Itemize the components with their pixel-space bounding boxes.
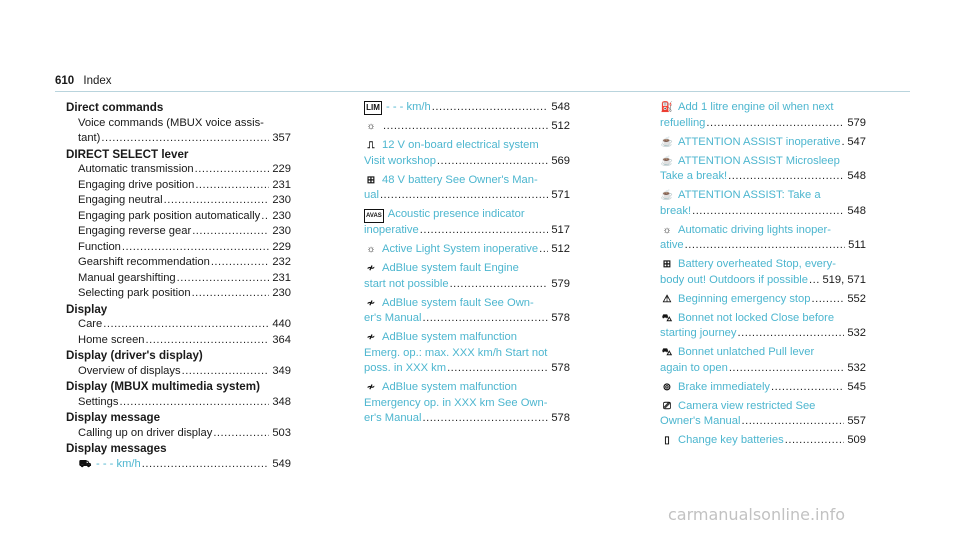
leader-dots — [785, 433, 845, 449]
index-entry — [68, 395, 291, 411]
index-entry — [68, 178, 291, 194]
index-column-3 — [660, 100, 866, 452]
page-ref: 364 — [272, 333, 291, 346]
adblue-icon: ≁ — [366, 297, 376, 309]
light-icon: ☼ — [366, 121, 376, 132]
auto-light-icon: ☼ — [662, 224, 672, 236]
page-ref: 579 — [847, 116, 866, 129]
index-entry-line — [660, 292, 866, 308]
index-entry-text[interactable]: ATTENTION ASSIST inoperative — [678, 135, 841, 148]
index-entry-text[interactable]: er's Manual — [364, 312, 422, 324]
index-entry-text[interactable]: Beginning emergency stop — [678, 292, 811, 305]
index-entry-text[interactable]: AdBlue system fault Engine — [382, 262, 519, 274]
index-entry-line — [364, 261, 570, 277]
light-icon: ☼ — [366, 244, 376, 255]
leader-dots — [164, 193, 270, 209]
leader-dots — [447, 361, 548, 377]
index-entry-text[interactable]: Emergency op. in XXX km See Own- — [364, 396, 548, 409]
leader-dots — [122, 240, 269, 256]
leader-dots — [432, 100, 549, 116]
index-entry — [68, 116, 291, 147]
adblue-icon: ≁ — [366, 382, 376, 393]
index-entry-line — [78, 286, 291, 302]
index-entry-line — [660, 169, 866, 185]
index-entry-line — [660, 399, 866, 415]
index-entry-line — [660, 433, 866, 449]
index-entry-text[interactable]: ATTENTION ASSIST Microsleep — [678, 154, 840, 167]
page-ref: 548 — [551, 101, 570, 113]
bonnet-icon: ⛍ — [661, 312, 673, 324]
page-ref: 511 — [848, 239, 866, 251]
index-entry-text[interactable]: Camera view restricted See — [678, 399, 816, 412]
index-entry-text[interactable]: again to open — [660, 361, 728, 374]
camera-icon: ⎚ — [663, 400, 671, 412]
leader-dots — [437, 154, 548, 170]
coffee-icon: ☕ — [660, 136, 674, 148]
index-entry-line — [364, 154, 570, 170]
page-number: 610 — [55, 75, 75, 87]
index-entry-text: Voice commands (MBUX voice assis- — [78, 116, 264, 129]
index-entry-line — [364, 411, 570, 427]
index-entry-text: Engaging park position automatically — [78, 209, 261, 222]
leader-dots — [741, 414, 844, 430]
index-entry — [364, 138, 570, 169]
bonnet-icon: ⛍ — [661, 347, 673, 358]
leader-dots — [119, 395, 269, 411]
index-column-1 — [68, 100, 291, 472]
distronic-icon: ⛟ — [78, 458, 92, 470]
index-entry-line — [660, 311, 866, 327]
index-entry — [68, 333, 291, 349]
page-ref: 557 — [847, 415, 866, 427]
leader-dots — [729, 361, 845, 377]
index-entry — [364, 261, 570, 292]
index-entry — [364, 296, 570, 327]
page-ref: 232 — [272, 256, 291, 268]
index-entry-text[interactable]: 12 V on-board electrical system — [382, 139, 539, 151]
page-ref: 547 — [847, 135, 866, 148]
index-entry-text[interactable]: Emerg. op.: max. XXX km/h Start not — [364, 346, 548, 359]
index-entry-line — [78, 395, 291, 411]
index-entry-text[interactable]: - - - km/h — [96, 457, 141, 470]
index-entry-text: Gearshift recommendation — [78, 256, 210, 268]
leader-dots — [103, 317, 269, 333]
index-entry — [364, 100, 570, 116]
page-header — [55, 75, 112, 87]
index-entry — [660, 292, 866, 308]
leader-dots — [211, 255, 270, 271]
page-ref: 231 — [272, 178, 291, 191]
page-ref: 545 — [847, 380, 866, 393]
index-entry-line — [364, 207, 570, 223]
page-ref: 548 — [847, 170, 866, 182]
index-entry-text[interactable]: Owner's Manual — [660, 415, 741, 427]
page-ref: 548 — [847, 204, 866, 217]
index-entry-line — [364, 188, 570, 204]
index-entry — [660, 345, 866, 376]
index-entry-text: Settings — [78, 395, 119, 408]
index-entry — [68, 240, 291, 256]
index-entry-text[interactable]: Active Light System inoperative — [382, 243, 539, 255]
emergency-stop-icon: ⚠ — [662, 293, 672, 305]
page-ref: 519, 571 — [822, 273, 866, 286]
index-entry-line — [660, 154, 866, 170]
index-entry — [364, 242, 570, 258]
index-entry — [364, 330, 570, 377]
index-entry-line — [660, 257, 866, 273]
key-icon: ▯ — [664, 435, 670, 446]
page-ref: 503 — [272, 426, 291, 439]
index-entry-line — [660, 116, 866, 132]
oil-can-icon: ⛽ — [660, 102, 674, 113]
index-entry-text[interactable]: body out! Outdoors if possible — [660, 273, 809, 286]
page-ref: 549 — [272, 457, 291, 470]
leader-dots — [192, 224, 269, 240]
index-entry-text[interactable]: ual — [364, 189, 379, 201]
index-entry-text[interactable]: inoperative — [364, 224, 419, 236]
index-entry-line — [78, 209, 291, 225]
leader-dots — [539, 242, 548, 258]
index-heading: Display (driver's display) — [66, 349, 203, 362]
page-ref: 512 — [551, 243, 570, 255]
index-entry-line — [78, 333, 291, 349]
index-entry-text[interactable]: - - - km/h — [386, 101, 431, 113]
index-entry-line — [78, 457, 291, 473]
leader-dots — [728, 169, 844, 185]
index-entry — [68, 426, 291, 442]
page-ref: 578 — [551, 362, 570, 374]
leader-dots — [685, 238, 846, 254]
page-ref: 512 — [551, 120, 570, 132]
index-entry-line — [364, 119, 570, 135]
index-entry-line — [660, 273, 866, 289]
index-entry — [660, 100, 866, 131]
index-entry-text[interactable]: Brake immediately — [678, 380, 771, 393]
index-heading: Direct commands — [66, 101, 164, 114]
index-entry-text[interactable]: Change key batteries — [678, 434, 784, 446]
page-ref: 509 — [847, 434, 866, 446]
page-ref: 230 — [272, 194, 291, 206]
page-ref: 571 — [551, 189, 570, 201]
page-ref: 440 — [272, 318, 291, 330]
index-entry-line — [660, 345, 866, 361]
index-entry-text[interactable]: er's Manual — [364, 412, 422, 424]
index-entry-line — [78, 193, 291, 209]
leader-dots — [146, 333, 270, 349]
index-entry — [68, 271, 291, 287]
leader-dots — [380, 188, 548, 204]
index-entry-text[interactable]: AdBlue system malfunction — [382, 381, 517, 393]
index-entry-line — [364, 330, 570, 346]
index-entry — [660, 311, 866, 342]
adblue-icon: ≁ — [366, 332, 376, 343]
index-entry-line — [364, 311, 570, 327]
page-ref: 578 — [551, 412, 570, 424]
leader-dots — [213, 426, 269, 442]
leader-dots — [771, 380, 844, 396]
index-entry-text[interactable]: Take a break! — [660, 170, 728, 182]
index-entry-text[interactable]: refuelling — [660, 116, 706, 129]
index-entry-line — [364, 361, 570, 377]
brake-icon: ⊚ — [662, 381, 672, 393]
page-ref: 231 — [272, 271, 291, 284]
page-ref: 579 — [551, 277, 570, 290]
index-entry-text[interactable]: Acoustic presence indicator — [387, 208, 525, 220]
page-ref: 349 — [272, 364, 291, 377]
index-entry — [68, 224, 291, 240]
index-entry-line — [78, 317, 291, 333]
index-entry — [660, 380, 866, 396]
index-entry-line — [78, 271, 291, 287]
index-entry — [68, 457, 291, 473]
page-ref: 357 — [272, 132, 291, 144]
coffee-icon: ☕ — [660, 190, 674, 201]
index-entry-line — [78, 178, 291, 194]
index-entry-text: Home screen — [78, 333, 145, 346]
index-entry-text[interactable]: poss. in XXX km — [364, 362, 447, 374]
index-entry-text[interactable]: break! — [660, 204, 692, 217]
index-entry-line — [78, 240, 291, 256]
index-entry — [364, 119, 570, 135]
page-ref: 578 — [551, 312, 570, 324]
index-entry-line — [660, 188, 866, 204]
leader-dots — [422, 311, 548, 327]
leader-dots — [450, 277, 549, 293]
index-entry-text: Calling up on driver display — [78, 426, 213, 439]
index-entry-line — [660, 380, 866, 396]
index-entry-line — [660, 204, 866, 220]
index-entry-text[interactable]: AdBlue system fault See Own- — [382, 296, 534, 309]
index-entry-text[interactable]: start not possible — [364, 277, 449, 290]
index-entry-line — [660, 326, 866, 342]
index-entry-text: Engaging neutral — [78, 194, 163, 206]
leader-dots — [383, 119, 548, 135]
index-entry-line — [364, 173, 570, 189]
leader-dots — [809, 273, 819, 289]
index-entry-line — [364, 100, 570, 116]
index-entry — [660, 135, 866, 151]
index-heading: Display message — [66, 411, 161, 424]
index-entry — [364, 173, 570, 204]
index-entry-text: tant) — [78, 132, 101, 144]
index-entry — [68, 255, 291, 271]
acoustic-icon: AVAS — [364, 209, 384, 223]
leader-dots — [261, 209, 269, 225]
leader-dots — [182, 364, 270, 380]
index-entry-line — [364, 346, 570, 362]
leader-dots — [177, 271, 270, 287]
page-ref: 230 — [272, 287, 291, 299]
index-entry-text[interactable]: Automatic driving lights inoper- — [678, 223, 831, 236]
index-entry-text[interactable]: Bonnet unlatched Pull lever — [678, 346, 815, 358]
index-entry-text[interactable]: ATTENTION ASSIST: Take a — [678, 189, 821, 201]
page-ref: 230 — [272, 209, 291, 222]
leader-dots — [195, 162, 270, 178]
leader-dots — [195, 178, 269, 194]
leader-dots — [738, 326, 845, 342]
index-entry-line — [364, 277, 570, 293]
page-ref: 532 — [847, 361, 866, 374]
index-entry — [68, 209, 291, 225]
adblue-icon: ≁ — [366, 263, 376, 274]
index-entry-line — [660, 135, 866, 151]
index-entry-line — [78, 255, 291, 271]
index-entry-line — [78, 116, 291, 132]
leader-dots — [706, 116, 844, 132]
index-entry-text[interactable]: AdBlue system malfunction — [382, 331, 517, 343]
section-title: Index — [83, 75, 112, 87]
leader-dots — [841, 135, 844, 151]
index-entry-text[interactable]: Visit workshop — [364, 154, 436, 167]
page-ref: 229 — [272, 240, 291, 253]
leader-dots — [142, 457, 270, 473]
page-ref: 348 — [272, 395, 291, 408]
page-ref: 230 — [272, 225, 291, 237]
page-ref: 532 — [847, 327, 866, 339]
index-entry-line — [78, 224, 291, 240]
leader-dots — [101, 131, 269, 147]
index-entry — [364, 380, 570, 427]
index-entry-text: Engaging reverse gear — [78, 225, 192, 237]
index-entry-line — [364, 380, 570, 396]
index-entry — [660, 223, 866, 254]
index-entry-line — [364, 396, 570, 412]
index-entry — [68, 286, 291, 302]
page-ref: 517 — [551, 224, 570, 236]
index-entry-text: Automatic transmission — [78, 163, 194, 175]
index-entry-line — [78, 364, 291, 380]
index-entry-line — [660, 100, 866, 116]
index-entry-text: Engaging drive position — [78, 178, 195, 191]
index-entry-line — [660, 223, 866, 239]
battery-icon: ⎍ — [367, 140, 375, 151]
limiter-icon: LIM — [364, 101, 382, 115]
index-entry — [68, 162, 291, 178]
index-column-2 — [364, 100, 570, 430]
index-entry-line — [78, 131, 291, 147]
index-entry-line — [364, 242, 570, 258]
leader-dots — [192, 286, 270, 302]
index-entry — [660, 257, 866, 288]
index-entry — [364, 207, 570, 239]
index-entry-text: Function — [78, 240, 121, 253]
index-entry-line — [660, 361, 866, 377]
index-entry — [68, 364, 291, 380]
index-heading: Display messages — [66, 442, 167, 455]
leader-dots — [422, 411, 548, 427]
index-entry-line — [78, 426, 291, 442]
coffee-icon: ☕ — [660, 155, 674, 167]
battery-icon: ⊞ — [662, 259, 672, 270]
battery48-icon: ⊞ — [366, 174, 376, 186]
page-ref: 229 — [272, 163, 291, 175]
index-entry-text: Selecting park position — [78, 287, 191, 299]
index-entry-text: Care — [78, 318, 103, 330]
index-entry-text: Manual gearshifting — [78, 271, 176, 284]
index-entry-line — [78, 162, 291, 178]
index-entry-line — [660, 238, 866, 254]
index-entry-text[interactable]: Bonnet not locked Close before — [678, 311, 835, 324]
index-heading: Display (MBUX multimedia system) — [66, 380, 260, 393]
index-entry-text[interactable]: ative — [660, 239, 684, 251]
header-rule — [55, 91, 910, 92]
index-entry-text[interactable]: starting journey — [660, 327, 737, 339]
page-ref: 552 — [847, 292, 866, 305]
leader-dots — [811, 292, 844, 308]
index-entry-text[interactable]: 48 V battery See Owner's Man- — [382, 173, 538, 186]
watermark: carmanualsonline.info — [668, 505, 846, 524]
page-ref: 569 — [551, 154, 570, 167]
index-heading: DIRECT SELECT lever — [66, 147, 189, 161]
index-entry-line — [364, 223, 570, 239]
index-entry — [68, 317, 291, 333]
index-entry — [660, 188, 866, 219]
leader-dots — [420, 223, 549, 239]
index-entry-line — [660, 414, 866, 430]
index-entry-text[interactable]: Battery overheated Stop, every- — [678, 258, 836, 270]
index-heading: Display — [66, 302, 108, 316]
index-entry-text: Overview of displays — [78, 364, 181, 377]
index-entry-line — [364, 138, 570, 154]
index-entry — [660, 399, 866, 430]
index-entry-text[interactable]: Add 1 litre engine oil when next — [678, 101, 834, 113]
leader-dots — [692, 204, 844, 220]
index-entry — [68, 193, 291, 209]
index-entry-line — [364, 296, 570, 312]
index-entry — [660, 433, 866, 449]
index-entry — [660, 154, 866, 185]
